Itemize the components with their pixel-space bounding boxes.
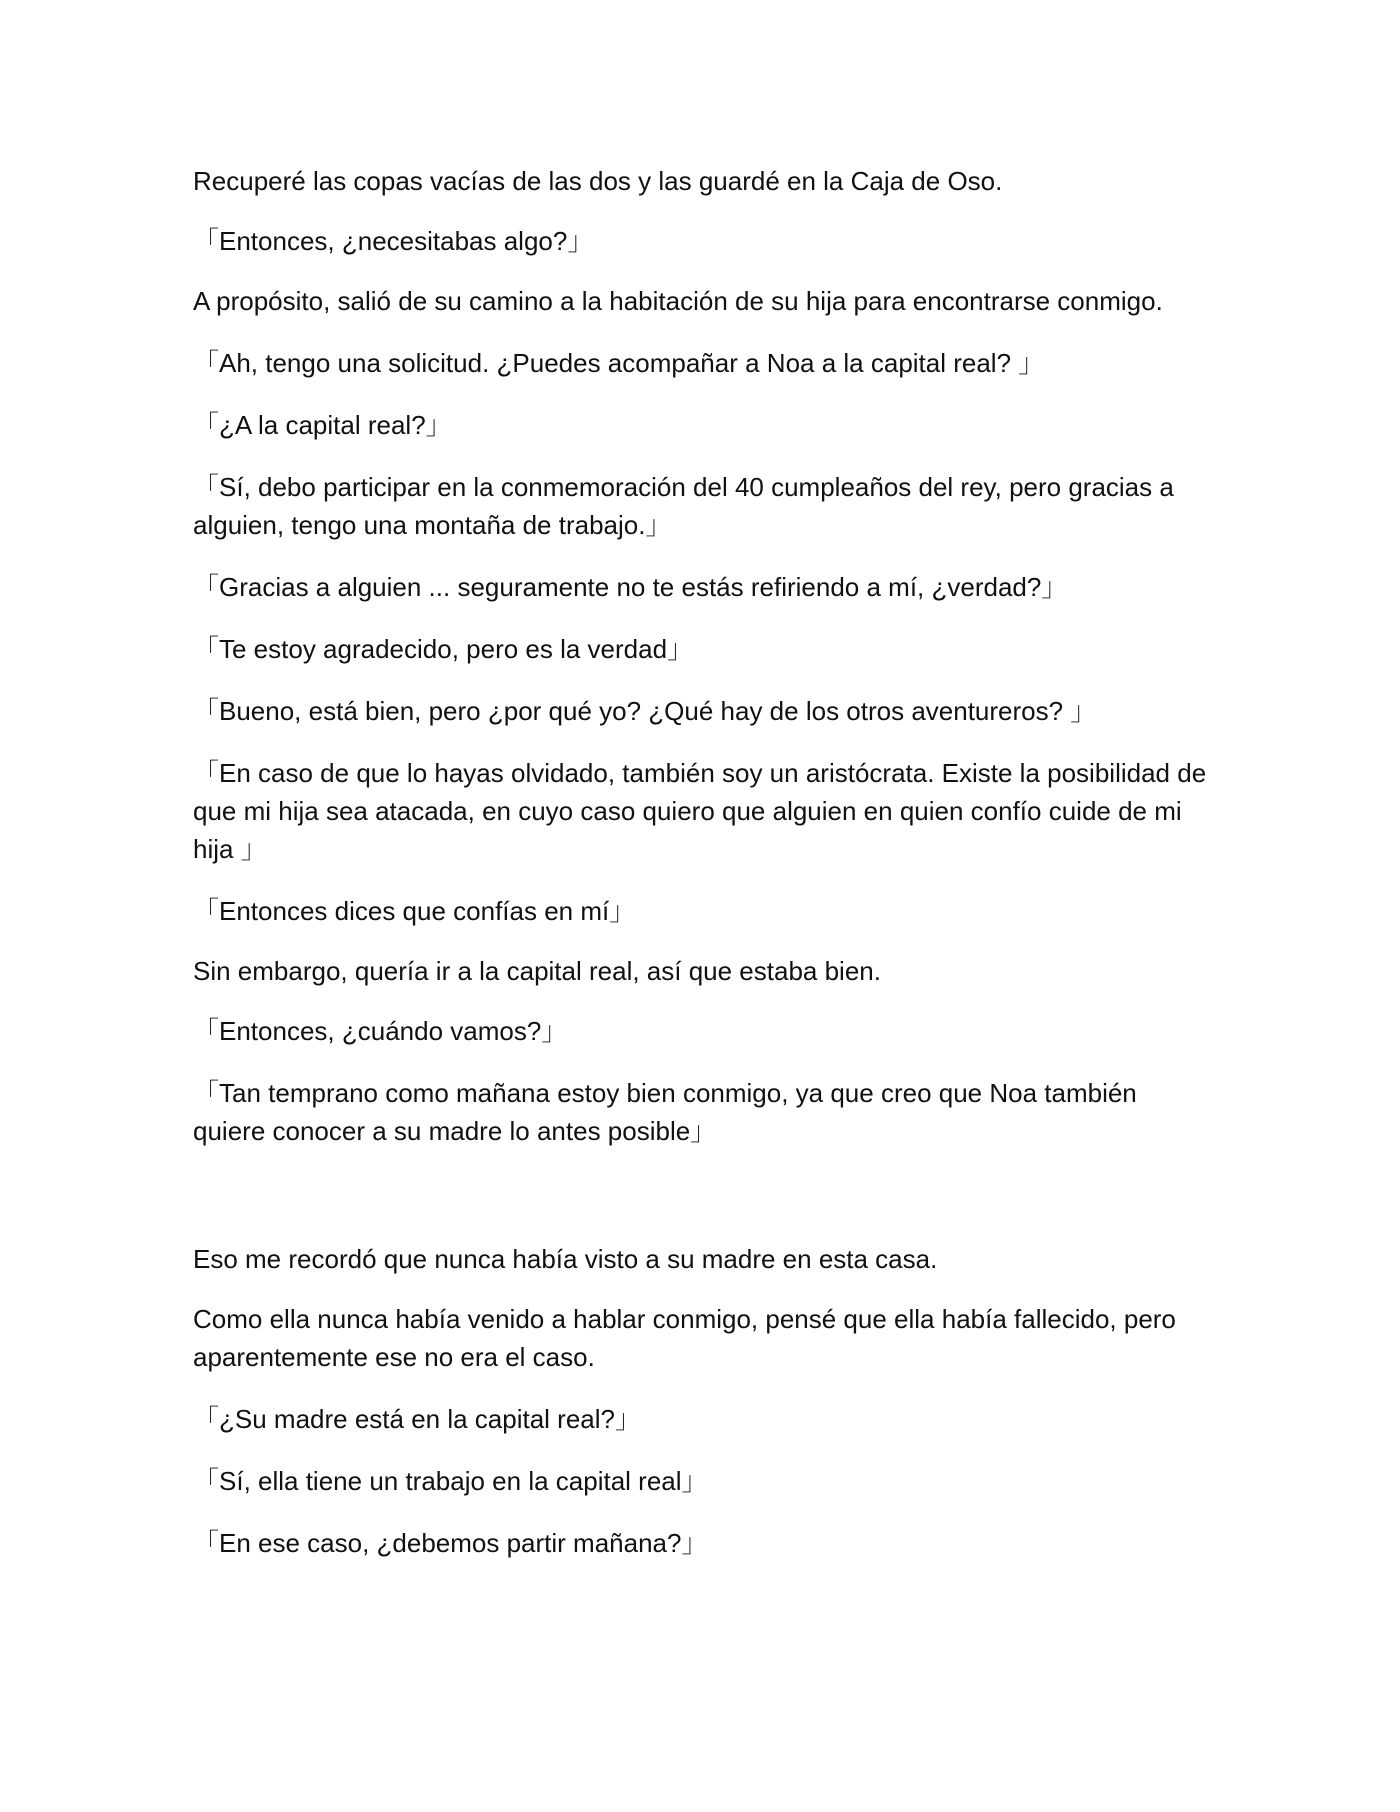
dialogue-line: 「Te estoy agradecido, pero es la verdad」	[193, 634, 694, 664]
dialogue-line: 「En ese caso, ¿debemos partir mañana?」	[193, 1528, 708, 1558]
dialogue-line: 「Tan temprano como mañana estoy bien conmigo, ya que creo que Noa también quiere conocer a su madre lo antes posible」	[193, 1078, 1137, 1146]
paragraph: Recuperé las copas vacías de las dos y las guardé en la Caja de Oso.	[193, 166, 1003, 196]
dialogue-line: 「¿A la capital real?」	[193, 410, 452, 440]
dialogue-line: 「Entonces, ¿cuándo vamos?」	[193, 1016, 568, 1046]
document-body	[193, 162, 1213, 1562]
dialogue-line: 「Sí, debo participar en la conmemoración del 40 cumpleaños del rey, pero gracias a alguien, tengo una montaña de trabajo.」	[193, 472, 1174, 540]
dialogue-line: 「En caso de que lo hayas olvidado, también soy un aristócrata. Existe la posibilidad de que mi hija sea atacada, en cuyo caso quiero que alguien en quien confío cuide de mi hija 」	[193, 758, 1207, 864]
paragraph: Eso me recordó que nunca había visto a su madre en esta casa.	[193, 1244, 938, 1274]
dialogue-line: 「Sí, ella tiene un trabajo en la capital real」	[193, 1466, 708, 1496]
dialogue-line: 「Entonces, ¿necesitabas algo?」	[193, 226, 594, 256]
paragraph: A propósito, salió de su camino a la habitación de su hija para encontrarse conmigo.	[193, 286, 1163, 316]
paragraph: Como ella nunca había venido a hablar conmigo, pensé que ella había fallecido, pero aparentemente ese no era el caso.	[193, 1304, 1176, 1372]
dialogue-line: 「Gracias a alguien ... seguramente no te estás refiriendo a mí, ¿verdad?」	[193, 572, 1068, 602]
paragraph: Sin embargo, quería ir a la capital real, así que estaba bien.	[193, 956, 881, 986]
dialogue-line: 「Bueno, está bien, pero ¿por qué yo? ¿Qué hay de los otros aventureros? 」	[193, 696, 1097, 726]
dialogue-line: 「Entonces dices que confías en mí」	[193, 896, 636, 926]
dialogue-line: 「Ah, tengo una solicitud. ¿Puedes acompañar a Noa a la capital real? 」	[193, 348, 1045, 378]
dialogue-line: 「¿Su madre está en la capital real?」	[193, 1404, 641, 1434]
